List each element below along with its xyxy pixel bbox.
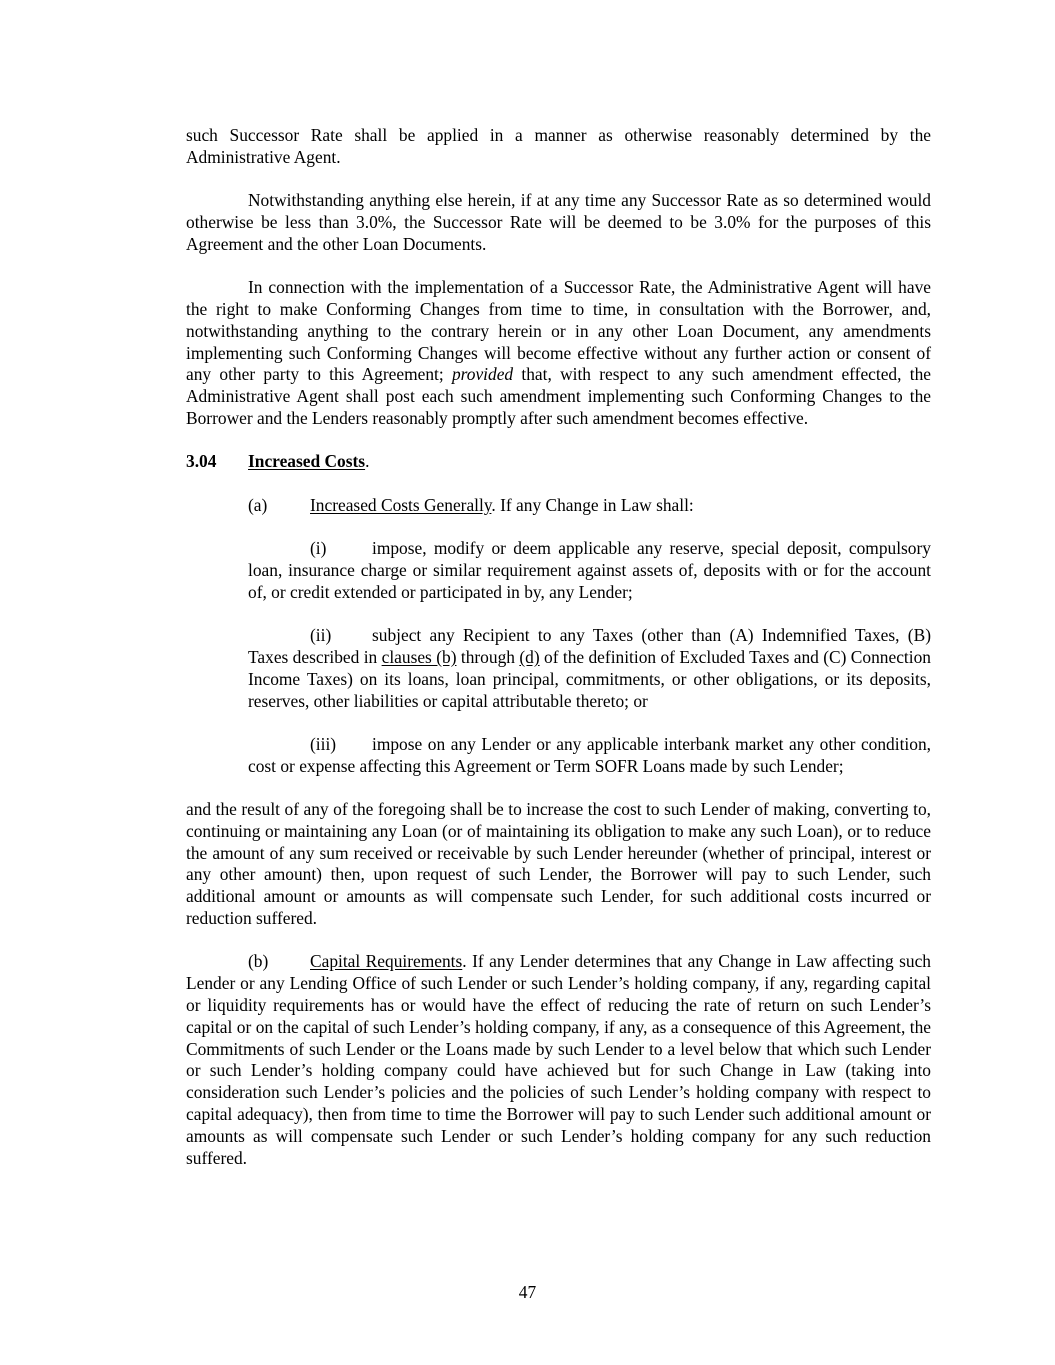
clause-a-label: (a) [248, 494, 268, 515]
clause-reference-d: (d) [519, 646, 540, 667]
conforming-changes-text-b: that, with respect to any such amendment effected, the Administrative Agent shall post each such amendment implementing such Conforming Changes to the Borrower and the Lenders reasonably promptly after such amendment becomes effective. [186, 364, 931, 428]
provided-italic: provided [451, 364, 514, 385]
paragraph-conforming-changes [186, 277, 931, 430]
clause-ii-text-c: of the definition of Excluded Taxes and (C) Connection Income Taxes) on its loans, loan principal, commitments, or other obligations, or its deposits, reserves, other liabilities or capital attributable thereto; or [248, 646, 931, 711]
clause-ii [248, 625, 931, 712]
clause-b-text: . If any Lender determines that any Change in Law affecting such Lender or any Lending Office of such Lender or such Lender’s holding company, if any, regarding capital or liquidity requirements has or would have the effect of reducing the rate of return on such Lender’s capital or on the capital of such Lender’s holding company, if any, as a consequence of this Agreement, the Commitments of such Lender or the Loans made by such Lender to a level below that which such Lender or such Lender’s holding company could have achieved but for such Change in Law (taking into consideration such Lender’s policies and the policies of such Lender’s holding company with respect to capital adequacy), then from time to time the Borrower will pay to such Lender such additional amount or amounts as will compensate such Lender or such Lender’s holding company for any such reduction suffered. [186, 951, 931, 1168]
paragraph-result: and the result of any of the foregoing shall be to increase the cost to such Lender of making, converting to, continuing or maintaining any Loan (or of maintaining its obligation to make any such Loan), or to reduce the amount of any sum received or receivable by such Lender hereunder (whether of principal, interest or any other amount) then, upon request of such Lender, the Borrower will pay to such Lender, such additional amount or amounts as will compensate such Lender, for such additional costs incurred or reduction suffered. [186, 799, 931, 929]
clause-iii-label: (iii) [310, 733, 337, 754]
document-page [186, 125, 931, 1169]
section-title: Increased Costs [248, 451, 366, 472]
clause-a-heading [248, 495, 931, 517]
clause-b-label: (b) [248, 951, 269, 972]
section-title-period: . [365, 451, 370, 472]
paragraph-successor-rate-floor: Notwithstanding anything else herein, if at any time any Successor Rate as so determined would otherwise be less than 3.0%, the Successor Rate will be deemed to be 3.0% for the purposes of this Agreement and the other Loan Documents. [186, 190, 931, 254]
clause-i-label: (i) [310, 538, 327, 559]
clause-ii-label: (ii) [310, 625, 332, 646]
conforming-changes-text-a: In connection with the implementation of a Successor Rate, the Administrative Agent will have the right to make Conforming Changes from time to time, in consultation with the Borrower, and, notwithstanding anything to the contrary herein or in any other Loan Document, any amendments implementing such Conforming Changes will become effective without any further action or consent of any other party to this Agreement; [186, 277, 931, 385]
clause-a-title: Increased Costs Generally [310, 494, 492, 515]
clause-reference-b: clauses (b) [381, 646, 457, 667]
clause-b-title: Capital Requirements [310, 951, 463, 972]
clause-i-text: impose, modify or deem applicable any reserve, special deposit, compulsory loan, insurance charge or similar requirement against assets of, deposits with or for the account of, or credit extended or participated in by, any Lender; [248, 538, 931, 602]
clause-ii-text-b: through [456, 646, 520, 667]
clause-a-text: . If any Change in Law shall: [491, 494, 694, 515]
paragraph-successor-rate-application: such Successor Rate shall be applied in a manner as otherwise reasonably determined by the Administrative Agent. [186, 125, 931, 167]
section-number: 3.04 [186, 451, 217, 472]
clause-ii-text-a: subject any Recipient to any Taxes (other than (A) Indemnified Taxes, (B) Taxes described in [248, 625, 931, 667]
clause-i [248, 538, 931, 603]
page-number: 47 [518, 1282, 537, 1302]
clause-iii [248, 734, 931, 778]
clause-b [186, 951, 931, 1169]
clause-iii-text: impose on any Lender or any applicable interbank market any other condition, cost or expense affecting this Agreement or Term SOFR Loans made by such Lender; [248, 733, 931, 776]
section-heading-increased-costs [186, 451, 931, 473]
